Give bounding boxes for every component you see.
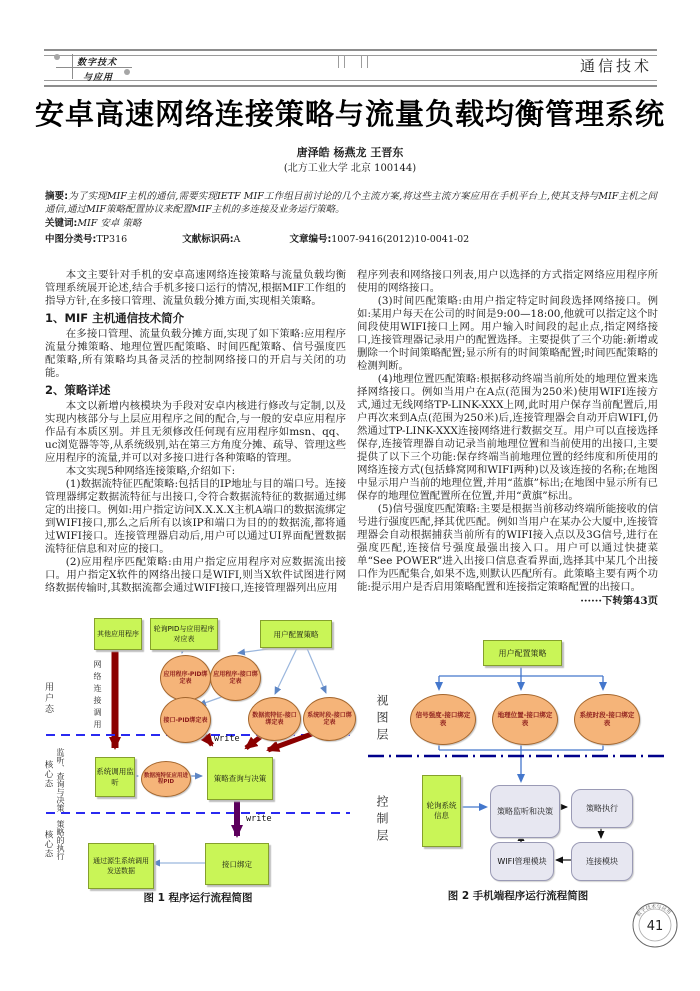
figure-1 <box>38 612 358 912</box>
article-id <box>289 234 469 247</box>
logo-dot-icon <box>124 69 130 75</box>
fig1-write-label-1: write <box>214 734 240 744</box>
clc-value: TP316 <box>96 233 128 245</box>
article-id-value: 1007-9416(2012)10-0041-02 <box>331 233 470 245</box>
abstract <box>45 191 657 216</box>
figure-2-caption: 图 2 手机端程序运行流程简图 <box>447 890 589 902</box>
fig1-layer-kernel-mode-1: 核心态 <box>43 760 53 789</box>
fig2-node-geo-iface-binding: 地理位置-接口绑定表 <box>492 694 558 745</box>
fig1-write-label-2: write <box>246 814 272 824</box>
logo-dot-icon <box>54 54 60 60</box>
fig1-node-iface-pid-binding: 接口-PID绑定表 <box>160 697 211 743</box>
fig1-layer-policy-exec: 策略的执行 <box>56 820 65 860</box>
fig1-node-other-apps: 其他应用程序 <box>94 618 142 650</box>
journal-name-line1: 数字技术 <box>77 58 118 68</box>
fig1-layer-listen-query: 监听、查询与决策 <box>56 748 65 812</box>
keywords-label: 关键词: <box>45 218 78 229</box>
paragraph: (4)地理位置匹配策略:根据移动终端当前所处的地理位置来选择网络接口。例如当用户在A点(范围为250米)使用WIFI连接方式,通过无线网络TP-LINK-XXX上网,此时用户保存当前配置后,用户再次来到A点(范围为250米)后,连接管理器会自动开启WIFI,仍然通过TP-LINK-XXX连接网络进行数据交互。用户可以直接选择保存,连接管理器自动记录当前地理位置和当前使用的出接口,主要提供了以下三个功能:保存终端当前地理位置的经纬度和所使用的网络连接方式(包括蜂窝网和WIFI两种)以及该连接的名称;在地图中显示用户当前的地理位置,并用“蓝旗”标出;在地图中显示所有已保存的地理位置配置所在位置,并用“黄旗”标出。 <box>357 373 658 502</box>
journal-name-line2: 与应用 <box>83 73 114 83</box>
header-section-label: 通信技术 <box>579 57 652 75</box>
clc <box>45 234 127 247</box>
keywords-text: MIF 安卓 策略 <box>77 218 142 229</box>
fig1-node-time-iface-binding: 系统时段-接口绑定表 <box>303 697 356 741</box>
page-number-stamp <box>630 900 680 950</box>
stamp-icon <box>630 900 680 950</box>
section-heading-2: 2、策略详述 <box>45 383 111 397</box>
affiliation: (北方工业大学 北京 100144) <box>283 163 417 174</box>
fig1-node-user-config-policy: 用户配置策略 <box>260 620 332 648</box>
authors: 唐泽皓 杨燕龙 王晋东 <box>296 146 404 159</box>
classification-line <box>45 234 657 247</box>
figure-1-caption: 图 1 程序运行流程简图 <box>143 892 253 904</box>
fig2-layer-control: 控制层 <box>375 795 389 846</box>
page-title: 安卓高速网络连接策略与流量负载均衡管理系统 <box>34 97 665 131</box>
section-heading-1: 1、MIF 主机通信技术简介 <box>45 311 185 325</box>
continued-on-page-note: ······下转第43页 <box>580 595 658 607</box>
meta-block <box>45 191 657 248</box>
fig1-layer-kernel-mode-2: 核心态 <box>43 830 53 859</box>
paragraph: 程序列表和网络接口列表,用户以选择的方式指定网络应用程序所使用的网络接口。 <box>357 269 658 294</box>
fig1-layer-user-mode: 用户态 <box>43 682 53 715</box>
paragraph: (2)应用程序匹配策略:由用户指定应用程序对应数据流出接口。用户指定X软件的网络出接口是WIFI,则当X软件试图进行网络数据传输时,其数据流都会通过WIFI接口,连接管理器列出应用 <box>45 556 346 594</box>
fig2-node-signal-iface-binding: 信号强度-接口绑定表 <box>410 694 476 745</box>
paragraph: 本文以新增内核模块为手段对安卓内核进行修改与定制,以及实现内核部分与上层应用程序之间的配合,与一般的安卓应用程序作品有本质区别。并且无须修改任何现有应用程序如msn、qq、uc浏览器等等,从系统级别,站在第三方角度分摊、疏导、管理这些应用程序的流量,并可以对多接口进行各种策略的管理。 <box>45 400 346 464</box>
abstract-label: 摘要: <box>45 191 69 202</box>
fig2-node-wifi-manager: WIFI管理模块 <box>490 842 554 881</box>
fig2-node-poll-sys-info: 轮询系统信息 <box>422 775 461 847</box>
paragraph: 本文实现5种网络连接策略,介绍如下: <box>65 465 236 477</box>
paragraph: 本文主要针对手机的安卓高速网络连接策略与流量负载均衡管理系统展开论述,结合手机多接口运行的情况,根据MIF工作组的指导方针,在多接口管理、流量负载分摊方面,实现相关策略。 <box>45 269 346 307</box>
fig2-node-user-config-policy: 用户配置策略 <box>483 640 562 666</box>
fig1-node-flow-pid: 数据流特征应用进程PID <box>141 761 191 797</box>
journal-logo <box>50 52 142 82</box>
clc-label: 中图分类号: <box>45 233 97 245</box>
fig1-node-syscall-listen: 系统调用监听 <box>95 757 135 797</box>
page-number: 41 <box>646 919 664 934</box>
keywords <box>45 218 657 231</box>
fig2-node-time-iface-binding: 系统时段-接口绑定表 <box>574 694 640 745</box>
paragraph: 在多接口管理、流量负载分摊方面,实现了如下策略:应用程序流量分摊策略、地理位置匹配策略、时间匹配策略、信号强度匹配策略,所有策略均具备灵活的控制网络接口的开启与关闭的功能。 <box>45 328 346 379</box>
fig1-node-app-pid-binding: 应用程序-PID绑定表 <box>160 655 211 701</box>
fig2-node-policy-exec: 策略执行 <box>571 789 633 828</box>
paragraph: (3)时间匹配策略:由用户指定特定时间段选择网络接口。例如:某用户每天在公司的时间是9:00—18:00,他就可以指定这个时间段使用WIFI接口上网。用户输入时间段的起止点,指定网络接口,连接管理器记录用户的配置选择。主要提供了三个功能:新增或删除一个时间策略配置;显示所有的时间策略配置;时间匹配策略的检测判断。 <box>357 295 658 372</box>
figure-2 <box>368 636 668 918</box>
fig1-node-iface-bind: 接口绑定 <box>205 843 269 885</box>
fig1-node-app-iface-binding: 应用程序-接口绑定表 <box>210 655 261 701</box>
fig1-node-flow-iface-binding: 数据流特征-接口绑定表 <box>248 697 301 741</box>
fig2-node-connect-module: 连接模块 <box>571 842 633 881</box>
fig1-node-poll-pid-table: 轮询PID与应用程序对应表 <box>150 618 218 650</box>
registration-mark-icon <box>361 55 368 68</box>
doc-code-label: 文献标识码: <box>182 233 234 245</box>
fig1-net-call-label: 网络连接调用 <box>93 660 102 732</box>
right-column <box>357 269 658 608</box>
left-column <box>45 269 346 595</box>
fig2-layer-view: 视图层 <box>375 694 389 745</box>
doc-code-value: A <box>233 233 241 245</box>
fig2-node-policy-listen-decide: 策略监听和决策 <box>490 785 560 838</box>
fig1-node-native-send: 通过源生系统调用发送数据 <box>88 843 154 889</box>
paragraph: (1)数据流特征匹配策略:包括目的IP地址与目的端口号。连接管理器绑定数据流特征与出接口,令符合数据流特征的数据通过绑定的出接口。例如:用户指定访问X.X.X.X主机A端口的数据流绑定到WIFI接口,那么之后所有以该IP和端口为目的的数据流,都将通过WIFI接口。连接管理器启动后,用户可以通过UI界面配置数据流特征信息和对应的接口。 <box>45 478 346 555</box>
abstract-text: 为了实现MIF主机的通信,需要实现IETF MIF工作组目前讨论的几个主流方案,将这些主流方案应用在手机平台上,使其支持与MIF主机之间通信,通过MIF策略配置协议来配置MIF主机的多连接及业务运行策略。 <box>45 191 657 215</box>
paragraph: (5)信号强度匹配策略:主要是根据当前移动终端所能接收的信号进行强度匹配,择其优匹配。例如当用户在某办公大厦中,连接管理器会自动根据捕获当前所有的WIFI接入点以及3G信号,进行在强度匹配,连接信号强度最强出接入口。用户可以通过快捷菜单“See POWER”进入出接口信息查看界面,选择其中某几个出接口作为匹配集合,如果不选,则默认匹配所有。此策略主要有两个功能:提示用户是否启用策略配置和连接指定策略配置的出接口。 <box>357 503 658 593</box>
doc-code <box>182 234 240 247</box>
fig1-node-policy-query: 策略查询与决策 <box>207 757 273 800</box>
article-id-label: 文章编号: <box>289 233 332 245</box>
registration-mark-icon <box>338 55 345 68</box>
stamp-text: 数字技术与应用 <box>635 903 673 919</box>
